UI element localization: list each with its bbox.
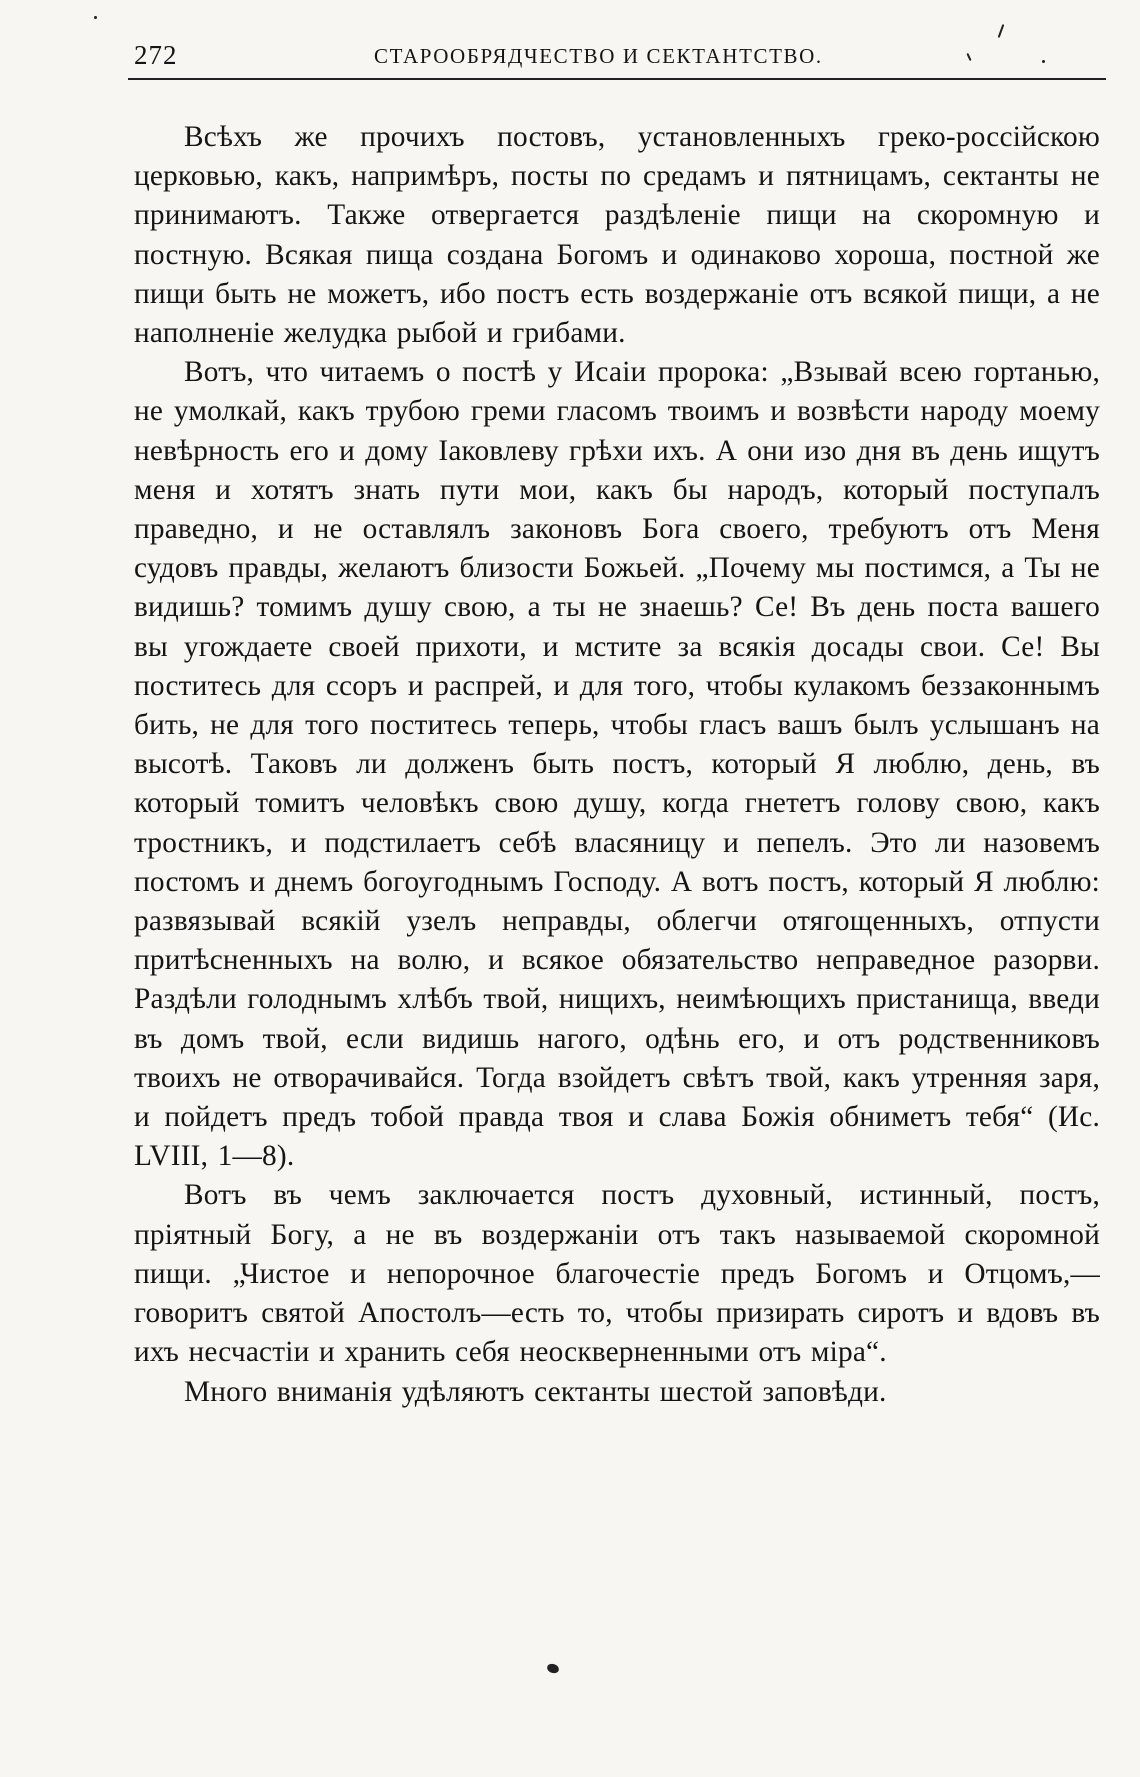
header-rule [128, 78, 1106, 80]
page-header [134, 34, 1102, 78]
scan-speck [94, 16, 97, 19]
page-number: 272 [134, 40, 178, 70]
paragraph-sixth-commandment: Много вниманія удѣляютъ сектанты шестой заповѣди. [184, 1375, 887, 1408]
body-text [134, 118, 1100, 1412]
scan-speck [546, 1662, 560, 1674]
paragraph-isaiah-quote: Вотъ, что читаемъ о постѣ у Исаіи пророка: „Взывай всею гортанью, не умолкай, какъ трубою греми гласомъ твоимъ и возвѣсти народу моему невѣрность его и дому Іаковлеву грѣхи ихъ. А они изо дня въ день ищутъ меня и хотятъ знать пути мои, какъ бы народъ, который поступалъ праведно, и не оставлялъ законовъ Бога своего, требуютъ отъ Меня судовъ правды, желаютъ близости Божьей. „Почему мы постимся, а Ты не видишь? томимъ душу свою, а ты не знаешь? Се! Въ день поста вашего вы угождаете своей прихоти, и мстите за всякія досады свои. Се! Вы поститесь для ссоръ и распрей, и для того, чтобы кулакомъ беззаконнымъ бить, не для того поститесь теперь, чтобы гласъ вашъ былъ услышанъ на высотѣ. Таковъ ли долженъ быть постъ, который Я люблю, день, въ который томитъ человѣкъ свою душу, когда гнететъ голову свою, какъ тростникъ, и подстилаетъ себѣ власяницу и пепелъ. Это ли назовемъ постомъ и днемъ богоугоднымъ Господу. А вотъ постъ, который Я люблю: развязывай всякій узелъ неправды, облегчи отягощенныхъ, отпусти притѣсненныхъ на волю, и всякое обязательство неправедное разорви. Раздѣли голоднымъ хлѣбъ твой, нищихъ, неимѣющихъ пристанища, введи въ домъ твой, если видишь нагого, одѣнь его, и отъ родственниковъ твоихъ не отворачивайся. Тогда взойдетъ свѣтъ твой, какъ утренняя заря, и пойдетъ предъ тобой правда твоя и слава Божія обниметъ тебя“ (Ис. LVIII, 1—8). [134, 356, 1100, 1173]
paragraph-fasting-rules: Всѣхъ же прочихъ постовъ, установленныхъ греко-россійскою церковью, какъ, напримѣръ, посты по средамъ и пятницамъ, сектанты не принимаютъ. Также отвергается раздѣленіе пищи на скоромную и постную. Всякая пища создана Богомъ и одинаково хороша, постной же пищи быть не можетъ, ибо постъ есть воздержаніе отъ всякой пищи, а не наполненіе желудка рыбой и грибами. [134, 121, 1100, 350]
running-title: СТАРООБРЯДЧЕСТВО И СЕКТАНТСТВО. [374, 44, 823, 68]
scan-speck [1042, 60, 1045, 63]
paragraph-true-fast: Вотъ въ чемъ заключается постъ духовный, истинный, постъ, пріятный Богу, а не въ воздержаніи отъ такъ называемой скоромной пищи. „Чистое и непорочное благочестіе предъ Богомъ и Отцомъ,—говоритъ святой Апостолъ—есть то, чтобы призирать сиротъ и вдовъ въ ихъ несчастіи и хранить себя неоскверненными отъ міра“. [134, 1179, 1100, 1369]
